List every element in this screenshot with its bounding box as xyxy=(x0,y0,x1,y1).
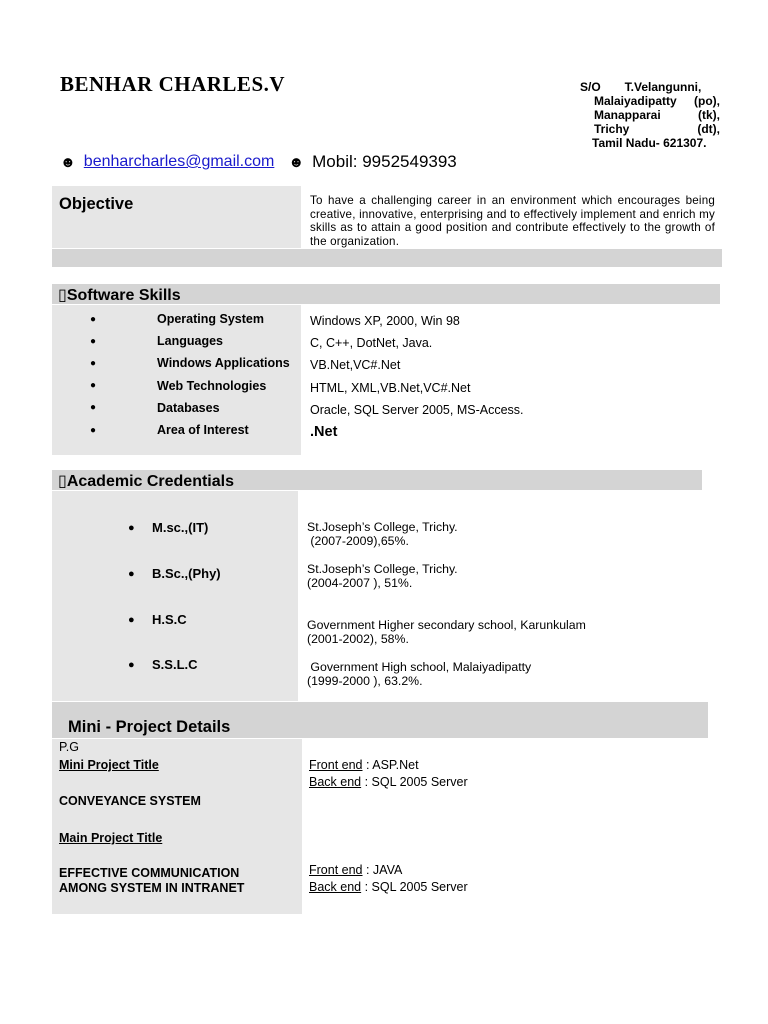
main-project-title-line: EFFECTIVE COMMUNICATION xyxy=(59,866,240,880)
institution: Government Higher secondary school, Karunkulam xyxy=(307,618,586,632)
address-state-pin: Tamil Nadu- 621307. xyxy=(592,136,707,150)
institution-block xyxy=(307,562,458,590)
address-dt: (dt), xyxy=(697,122,720,136)
bullet-icon: ● xyxy=(128,613,135,626)
skill-label: Windows Applications xyxy=(157,356,290,371)
skill-value: Windows XP, 2000, Win 98 xyxy=(310,314,460,329)
year-score: (2004-2007 ), 51%. xyxy=(307,576,413,590)
year-score: (2001-2002), 58%. xyxy=(307,632,409,646)
skill-value: HTML, XML,VB.Net,VC#.Net xyxy=(310,380,471,395)
bullet-icon: ● xyxy=(90,402,97,414)
father-name: T.Velangunni, xyxy=(624,80,702,94)
skill-value: VB.Net,VC#.Net xyxy=(310,358,401,373)
list-item xyxy=(52,352,301,374)
mobile-text: Mobil: 9952549393 xyxy=(312,152,457,171)
pg-label: P.G xyxy=(59,740,79,754)
institution: St.Joseph’s College, Trichy. xyxy=(307,520,458,534)
smiley-icon: ☻ xyxy=(288,153,305,171)
back-end-label: Back end xyxy=(309,775,362,789)
mini-project-tech xyxy=(309,757,468,791)
academic-title xyxy=(58,471,234,491)
main-project-tech xyxy=(309,862,468,896)
list-item xyxy=(52,330,301,352)
address-village: Malaiyadipatty xyxy=(594,94,677,108)
institution: Government High school, Malaiyadipatty xyxy=(307,660,532,674)
academic-title-text: Academic Credentials xyxy=(66,473,234,490)
bullet-icon: ● xyxy=(90,313,97,325)
objective-title: Objective xyxy=(59,195,134,213)
so-label: S/O xyxy=(580,80,601,94)
list-item xyxy=(128,612,187,627)
year-score: (2007-2009),65%. xyxy=(307,534,409,548)
list-item xyxy=(128,566,221,581)
front-end-value: : ASP.Net xyxy=(362,758,419,772)
list-item xyxy=(128,520,208,535)
skill-label: Languages xyxy=(157,334,223,349)
degree-label: S.S.L.C xyxy=(152,657,198,672)
software-labels xyxy=(52,308,301,441)
institution-block xyxy=(307,520,458,548)
address-taluk: Manapparai xyxy=(594,108,661,122)
software-values xyxy=(310,310,524,443)
front-end-label: Front end xyxy=(309,863,363,877)
address-district: Trichy xyxy=(594,122,630,136)
address-tk: (tk), xyxy=(698,108,720,122)
institution-block xyxy=(307,660,531,688)
contact-line xyxy=(60,152,457,172)
bullet-icon: ● xyxy=(90,424,97,436)
objective-text: To have a challenging career in an environment which encourages being creative, innovative, enterprising and to effectively implement and enrich my skills as to attain a good position and contribute effectively to the growth of the organization. xyxy=(310,194,715,248)
smiley-icon: ☻ xyxy=(60,153,76,171)
degree-label: H.S.C xyxy=(152,612,187,627)
back-end-value: : SQL 2005 Server xyxy=(361,880,468,894)
list-item xyxy=(52,397,301,419)
bullet-icon: ● xyxy=(90,335,97,347)
institution: St.Joseph’s College, Trichy. xyxy=(307,562,458,576)
degree-label: M.sc.,(IT) xyxy=(152,520,209,535)
main-project-title-label: Main Project Title xyxy=(59,831,163,845)
mini-project-title-label: Mini Project Title xyxy=(59,758,159,772)
main-project-title-line: AMONG SYSTEM IN INTRANET xyxy=(59,881,245,895)
email-link[interactable]: benharcharles@gmail.com xyxy=(83,153,275,170)
postal-address xyxy=(580,80,720,150)
institution-block xyxy=(307,618,586,646)
year-score: (1999-2000 ), 63.2%. xyxy=(307,674,423,688)
bullet-icon: ● xyxy=(128,521,135,534)
box-icon: ▯ xyxy=(58,473,67,490)
bullet-icon: ● xyxy=(128,567,135,580)
mobile-number xyxy=(288,152,456,172)
front-end-label: Front end xyxy=(309,758,363,772)
front-end-value: : JAVA xyxy=(362,863,403,877)
list-item xyxy=(128,657,198,672)
bullet-icon: ● xyxy=(90,380,97,392)
list-item xyxy=(52,375,301,397)
mini-project-title: CONVEYANCE SYSTEM xyxy=(59,794,201,808)
skill-label: Operating System xyxy=(157,312,264,327)
software-title xyxy=(58,285,181,305)
skill-label: Web Technologies xyxy=(157,378,267,393)
section-divider xyxy=(52,249,722,267)
skill-value: C, C++, DotNet, Java. xyxy=(310,336,433,351)
skill-value: .Net xyxy=(310,424,338,441)
main-project-title xyxy=(59,866,244,896)
box-icon: ▯ xyxy=(58,287,67,304)
candidate-name: BENHAR CHARLES.V xyxy=(60,72,286,96)
bullet-icon: ● xyxy=(90,357,97,369)
bullet-icon: ● xyxy=(128,658,135,671)
address-po: (po), xyxy=(694,94,720,108)
skill-label: Area of Interest xyxy=(157,423,249,438)
project-title: Mini - Project Details xyxy=(68,718,231,736)
list-item xyxy=(52,308,301,330)
skill-value: Oracle, SQL Server 2005, MS-Access. xyxy=(310,402,524,417)
skill-label: Databases xyxy=(157,400,220,415)
software-title-text: Software Skills xyxy=(66,287,181,304)
list-item xyxy=(52,419,301,441)
degree-label: B.Sc.,(Phy) xyxy=(152,566,221,581)
back-end-value: : SQL 2005 Server xyxy=(361,775,468,789)
back-end-label: Back end xyxy=(309,880,362,894)
